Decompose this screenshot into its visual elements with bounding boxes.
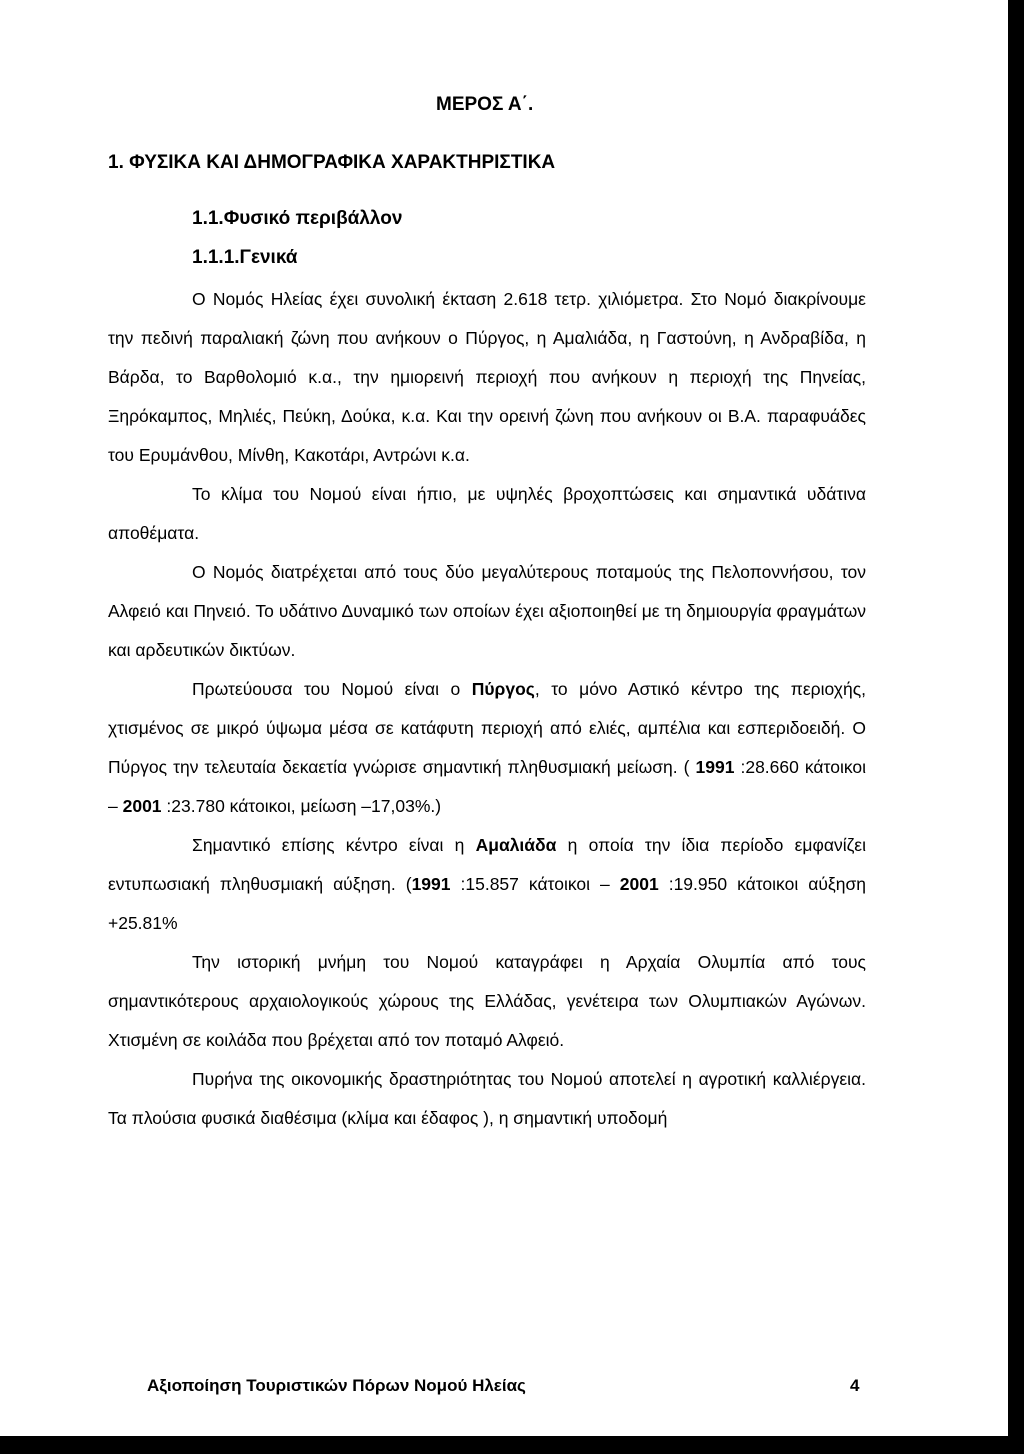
chapter-heading: 1. ΦΥΣΙΚΑ ΚΑΙ ΔΗΜΟΓΡΑΦΙΚΑ ΧΑΡΑΚΤΗΡΙΣΤΙΚΑ <box>108 152 556 173</box>
bold-pyrgos: Πύργος <box>471 679 535 699</box>
paragraph-amaliada <box>108 826 866 943</box>
bold-amaliada: Αμαλιάδα <box>475 835 557 855</box>
footer-title: Αξιοποίηση Τουριστικών Πόρων Νομού Ηλείας <box>147 1376 526 1395</box>
paragraph-olympia: Την ιστορική μνήμη του Νομού καταγράφει η Αρχαία Ολυμπία από τους σημαντικότερους αρχαιολογικούς χώρους της Ελλάδας, γενέτειρα των Ολυμπιακών Αγώνων. Χτισμένη σε κοιλάδα που βρέχεται από τον ποταμό Αλφειό. <box>108 952 866 1050</box>
text-run: :19.950 κάτοικοι αύξηση +25.81% <box>108 874 867 933</box>
section-heading: 1.1.Φυσικό περιβάλλον <box>192 208 403 229</box>
bold-year: 2001 <box>122 796 162 816</box>
paragraph-pyrgos <box>108 670 866 826</box>
bold-year: 2001 <box>619 874 659 894</box>
paragraph-area: Ο Νομός Ηλείας έχει συνολική έκταση 2.618 τετρ. χιλιόμετρα. Στο Νομό διακρίνουμε την πεδινή παραλιακή ζώνη που ανήκουν ο Πύργος, η Αμαλιάδα, η Γαστούνη, η Ανδραβίδα, η Βάρδα, το Βαρθολομιό κ.α., την ημιορεινή περιοχή που ανήκουν η περιοχή της Πηνείας, Ξηρόκαμπος, Μηλιές, Πεύκη, Δούκα, κ.α. Και την ορεινή ζώνη που ανήκουν οι Β.Α. παραφυάδες του Ερυμάνθου, Μίνθη, Κακοτάρι, Αντρώνι κ.α. <box>108 289 866 465</box>
subsection-heading: 1.1.1.Γενικά <box>192 247 298 268</box>
bold-year: 1991 <box>695 757 735 777</box>
body-text <box>108 280 866 1138</box>
text-run: :23.780 κάτοικοι, μείωση –17,03%.) <box>161 796 442 816</box>
text-run: :28.660 κάτοικοι – <box>108 757 866 816</box>
paragraph-economy: Πυρήνα της οικονομικής δραστηριότητας του Νομού αποτελεί η αγροτική καλλιέργεια. Τα πλούσια φυσικά διαθέσιμα (κλίμα και έδαφος ), η σημαντική υποδομή <box>108 1069 866 1128</box>
text-run: Πρωτεύουσα του Νομού είναι ο <box>192 679 472 699</box>
page-number: 4 <box>850 1376 860 1395</box>
paragraph-rivers: Ο Νομός διατρέχεται από τους δύο μεγαλύτερους ποταμούς της Πελοποννήσου, τον Αλφειό και Πηνειό. Το υδάτινο Δυναμικό των οποίων έχει αξιοποιηθεί με τη δημιουργία φραγμάτων και αρδευτικών δικτύων. <box>108 562 866 660</box>
paragraph-climate: Το κλίμα του Νομού είναι ήπιο, με υψηλές βροχοπτώσεις και σημαντικά υδάτινα αποθέματα. <box>108 484 866 543</box>
text-run: Σημαντικό επίσης κέντρο είναι η <box>192 835 476 855</box>
text-run: , το μόνο Αστικό κέντρο της περιοχής, χτισμένος σε μικρό ύψωμα μέσα σε κατάφυτη περιοχή από ελιές, αμπέλια και εσπεριδοειδή. Ο Πύργος την τελευταία δεκαετία γνώρισε σημαντική πληθυσμιακή μείωση. ( <box>108 679 867 777</box>
text-run: η οποία την ίδια περίοδο εμφανίζει εντυπωσιακή πληθυσμιακή αύξηση. ( <box>108 835 866 894</box>
text-run: :15.857 κάτοικοι – <box>450 874 620 894</box>
part-title: ΜΕΡΟΣ Α΄. <box>436 94 534 115</box>
bold-year: 1991 <box>411 874 451 894</box>
